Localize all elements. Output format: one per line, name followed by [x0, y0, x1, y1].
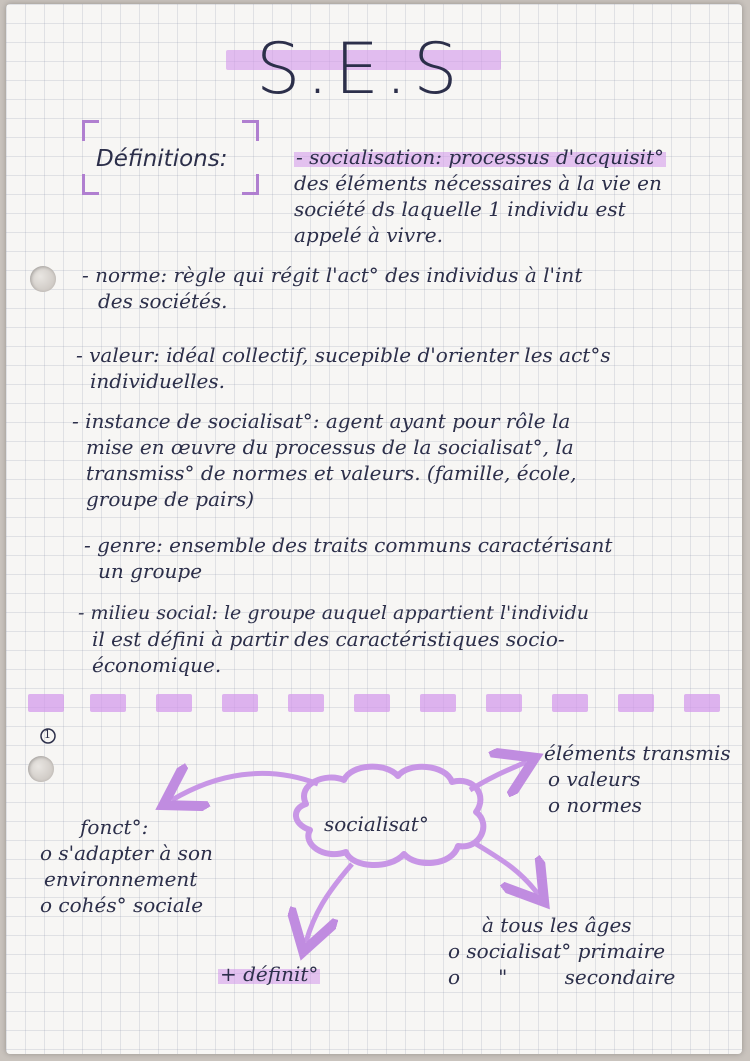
branch-heading: + définit° [220, 962, 319, 986]
branch-item: o " secondaire [448, 965, 676, 989]
definition-line: groupe de pairs) [86, 487, 255, 511]
branch-heading: à tous les âges [482, 913, 632, 937]
branch-definition [218, 962, 320, 986]
branch-heading: éléments transmis [544, 741, 731, 765]
branch-item: o socialisat° primaire [448, 939, 666, 963]
branch-elements-transmis [544, 740, 731, 818]
definition-line: - milieu social: le groupe auquel appartient l'individu [78, 602, 590, 624]
definition-line: société ds laquelle 1 individu est [294, 197, 626, 221]
definition-line: appelé à vivre. [294, 223, 443, 247]
branch-item: o s'adapter à son [40, 841, 213, 865]
definition-line: il est défini à partir des caractéristiques socio- [92, 627, 565, 651]
arrow-to-fonctions [172, 773, 318, 800]
definition-line: un groupe [98, 559, 203, 583]
notebook-page [6, 4, 742, 1054]
definition-line-text: - socialisation: processus d'acquisit° [296, 145, 665, 169]
definition-line: individuelles. [90, 369, 225, 393]
definitions-heading: Définitions: [96, 146, 228, 172]
definition-line: - valeur: idéal collectif, sucepible d'orienter les act°s [76, 343, 611, 367]
branch-item: environnement [44, 867, 198, 891]
section-number: 1 [44, 728, 51, 741]
branch-tous-ages [448, 912, 675, 990]
branch-heading: fonct°: [80, 815, 149, 839]
mindmap-center-label: socialisat° [324, 812, 429, 836]
definition-line: des sociétés. [98, 289, 228, 313]
arrow-to-ages [476, 844, 538, 894]
definition-line: - genre: ensemble des traits communs caractérisant [84, 533, 613, 557]
title-text: S.E.S [256, 28, 464, 110]
definition-line: - instance de socialisat°: agent ayant pour rôle la [72, 409, 571, 433]
definition-line: économique. [92, 653, 222, 677]
definition-line: transmiss° de normes et valeurs. (famille, école, [86, 461, 577, 485]
branch-item: o cohés° sociale [40, 893, 204, 917]
definition-line: mise en œuvre du processus de la socialisat°, la [86, 435, 574, 459]
definition-line: des éléments nécessaires à la vie en [294, 171, 662, 195]
branch-fonctions [40, 814, 213, 918]
definition-line: - norme: règle qui régit l'act° des individus à l'int [82, 263, 583, 287]
branch-item: o normes [548, 793, 642, 817]
branch-item: o valeurs [548, 767, 641, 791]
arrow-to-definition [306, 864, 352, 942]
arrow-to-elements [470, 762, 526, 790]
